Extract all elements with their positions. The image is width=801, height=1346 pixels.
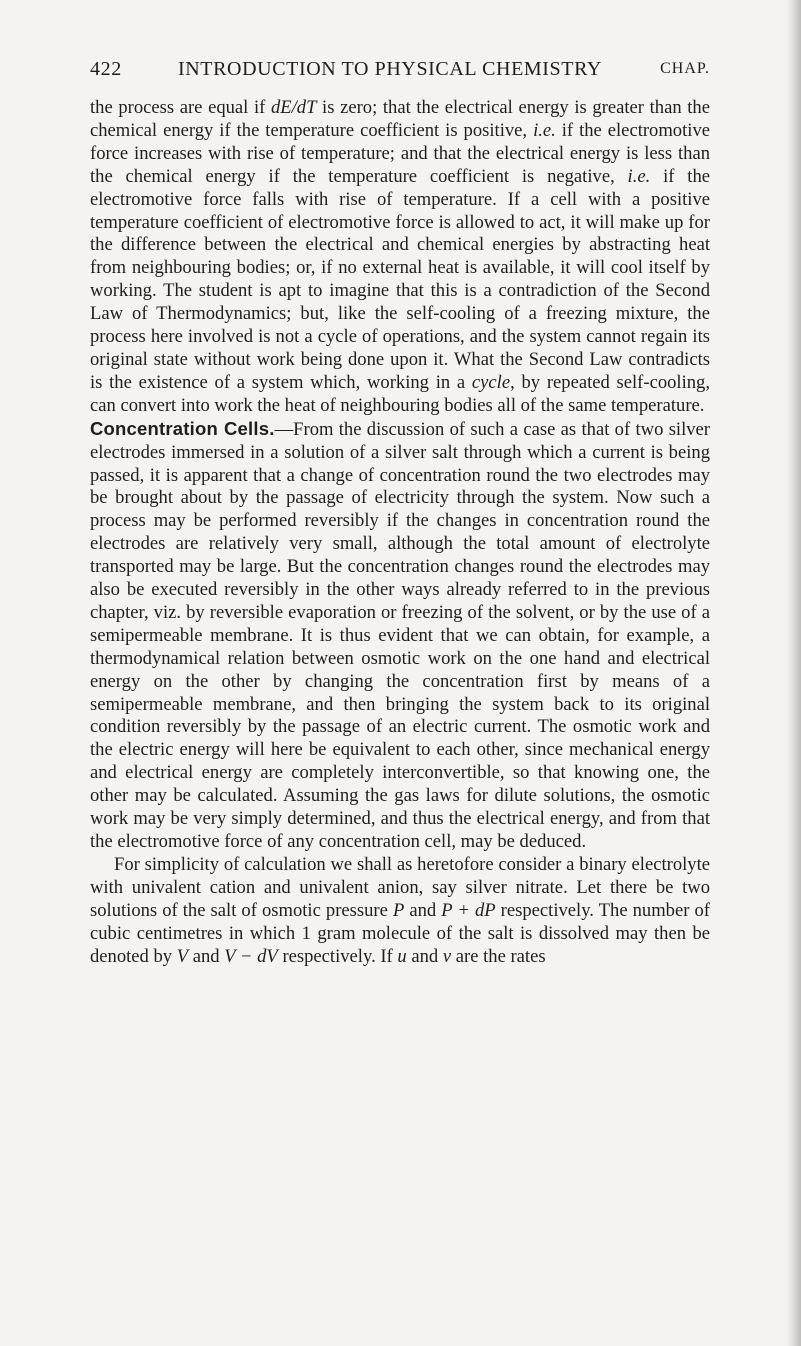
- chapter-label: CHAP.: [660, 60, 710, 77]
- section-heading: Concentration Cells.: [90, 417, 275, 439]
- paragraph-concentration-cells: Concentration Cells.—From the discussion of such a case as that of two silver electrodes immersed in a solution of a silver salt through which a current is being passed, it is apparent that a change of concentration round the two electrodes may be brought about by the passage of electricity through the system. Now such a process may be performed reversibly if the changes in concentration round the electrodes are relatively very small, although the total amount of electrolyte transported may be large. But the concentration changes round the electrodes may also be executed reversibly in the other ways already referred to in the previous chapter, viz. by reversible evaporation or freezing of the solvent, or by the use of a semipermeable membrane. It is thus evident that we can obtain, for example, a thermodynamical relation between osmotic work on the one hand and electrical energy on the other by changing the concentration first by means of a semipermeable membrane, and then bringing the system back to its original condition reversibly by the passage of an electric current. The osmotic work and the electric energy will here be equivalent to each other, since mechanical energy and electrical energy are completely interconvertible, so that knowing one, the other may be calculated. Assuming the gas laws for dilute solutions, the osmotic work may be very simply determined, and thus the electrical energy, and from that the electromotive force of any concentration cell, may be deduced.: [90, 417, 711, 852]
- cycle-emphasis: cycle: [471, 371, 511, 393]
- ie-abbrev: i.e.: [533, 119, 556, 141]
- body-text: [90, 97, 710, 968]
- math-u: u: [397, 945, 407, 967]
- math-P: P: [392, 899, 405, 921]
- paragraph-simplicity: For simplicity of calculation we shall as heretofore consider a binary electrolyte with univalent cation and univalent anion, say silver nitrate. Let there be two solutions of the salt of osmotic pressure P and P + dP respectively. The number of cubic centimetres in which 1 gram molecule of the salt is dissolved may then be denoted by V and V − dV respectively. If u and v are the rates: [90, 853, 710, 967]
- math-v: v: [442, 945, 452, 967]
- math-V-minus-dV: V − dV: [224, 945, 278, 967]
- page-number: 422: [90, 58, 122, 80]
- math-V: V: [176, 945, 189, 967]
- ie-abbrev: i.e.: [627, 165, 651, 187]
- page-gutter-shadow: [787, 0, 801, 1346]
- running-title: INTRODUCTION TO PHYSICAL CHEMISTRY: [178, 58, 602, 80]
- math-dE-dT: dE/dT: [270, 97, 317, 118]
- paragraph-continuation: the process are equal if dE/dT is zero; that the electrical energy is greater than the chemical energy if the temperature coefficient is positive, i.e. if the electromotive force increases with rise of temperature; and that the electrical energy is less than the chemical energy if the temperature coefficient is negative, i.e. if the electromotive force falls with rise of temperature. If a cell with a positive temperature coefficient of electromotive force is allowed to act, it will make up for the difference between the electrical and chemical energies by abstracting heat from neighbouring bodies; or, if no external heat is available, it will cool itself by working. The student is apt to imagine that this is a contradiction of the Second Law of Thermodynamics; but, like the self-cooling of a freezing mixture, the process here involved is not a cycle of operations, and the system cannot regain its original state without work being done upon it. What the Second Law contradicts is the existence of a system which, working in a cycle, by repeated self-cooling, can convert into work the heat of neighbouring bodies all of the same temperature.: [90, 97, 710, 416]
- running-header: [90, 58, 710, 88]
- math-P-plus-dP: P + dP: [441, 899, 496, 921]
